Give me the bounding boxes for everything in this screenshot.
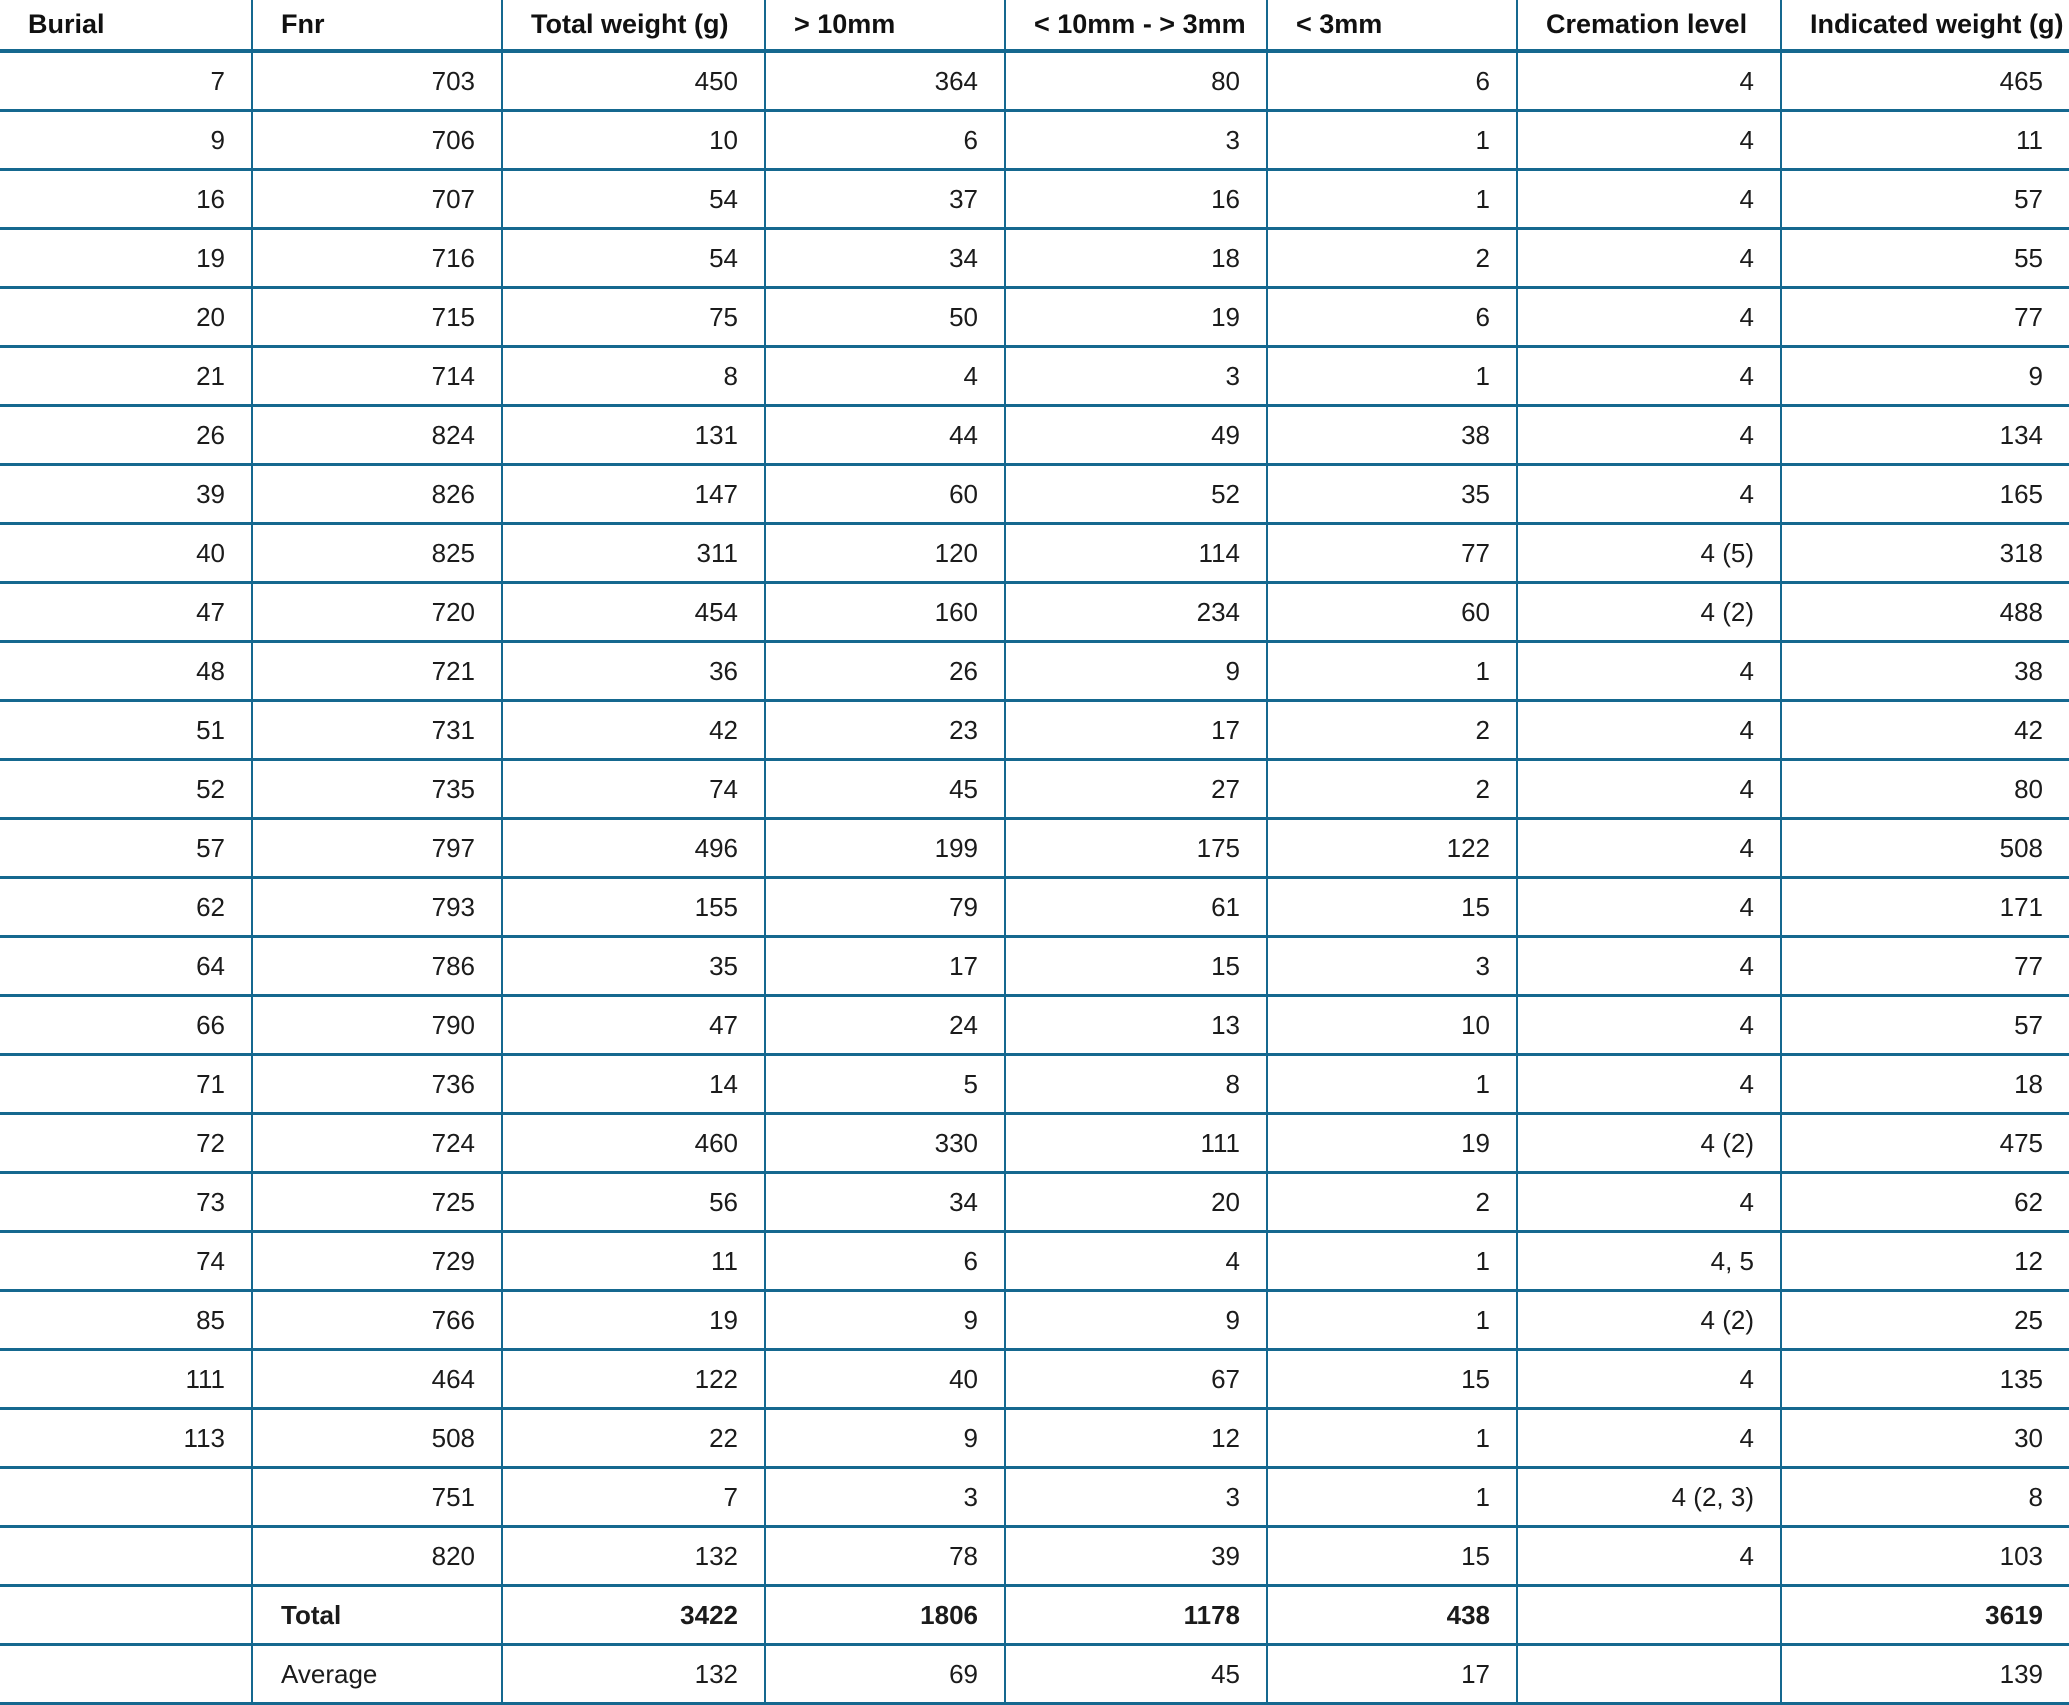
cell-3mm: 1 [1267, 1232, 1517, 1291]
cell-10mm-3mm: 39 [1005, 1527, 1267, 1586]
cell-10mm: 60 [765, 465, 1005, 524]
cell-3mm: 1 [1267, 1055, 1517, 1114]
cell-indicated-weight-g: 488 [1781, 583, 2069, 642]
cell-10mm-3mm: 52 [1005, 465, 1267, 524]
cell-10mm: 34 [765, 229, 1005, 288]
cell-cremation-level: 4 [1517, 347, 1781, 406]
cell-indicated-weight-g: 135 [1781, 1350, 2069, 1409]
cell-3mm: 2 [1267, 701, 1517, 760]
cell-3mm: 77 [1267, 524, 1517, 583]
cell-cremation-level: 4 (2, 3) [1517, 1468, 1781, 1527]
cell-burial: 26 [0, 406, 252, 465]
cell-fnr: Average [252, 1645, 502, 1704]
cell-total-weight-g: 47 [502, 996, 765, 1055]
cell-cremation-level: 4 [1517, 819, 1781, 878]
cell-total-weight-g: 496 [502, 819, 765, 878]
cell-burial: 66 [0, 996, 252, 1055]
cell-10mm: 23 [765, 701, 1005, 760]
cell-total-weight-g: 132 [502, 1645, 765, 1704]
cell-indicated-weight-g: 18 [1781, 1055, 2069, 1114]
cell-3mm: 2 [1267, 760, 1517, 819]
cell-10mm: 120 [765, 524, 1005, 583]
table-row [0, 288, 2069, 347]
cell-10mm-3mm: 9 [1005, 642, 1267, 701]
cell-indicated-weight-g: 11 [1781, 111, 2069, 170]
cell-burial: 39 [0, 465, 252, 524]
cell-3mm: 35 [1267, 465, 1517, 524]
table-row [0, 937, 2069, 996]
cell-10mm-3mm: 80 [1005, 51, 1267, 111]
cell-10mm-3mm: 13 [1005, 996, 1267, 1055]
cell-3mm: 1 [1267, 1409, 1517, 1468]
cell-10mm: 45 [765, 760, 1005, 819]
cell-indicated-weight-g: 77 [1781, 937, 2069, 996]
table-row [0, 819, 2069, 878]
cell-fnr: 824 [252, 406, 502, 465]
cell-10mm-3mm: 234 [1005, 583, 1267, 642]
cell-fnr: 720 [252, 583, 502, 642]
cell-indicated-weight-g: 171 [1781, 878, 2069, 937]
cell-total-weight-g: 454 [502, 583, 765, 642]
cell-10mm: 9 [765, 1409, 1005, 1468]
cell-burial: 19 [0, 229, 252, 288]
header-row [0, 0, 2069, 51]
cell-cremation-level: 4 (5) [1517, 524, 1781, 583]
cell-total-weight-g: 22 [502, 1409, 765, 1468]
cell-cremation-level: 4, 5 [1517, 1232, 1781, 1291]
cell-burial: 113 [0, 1409, 252, 1468]
cell-3mm: 1 [1267, 1468, 1517, 1527]
cell-cremation-level: 4 [1517, 1055, 1781, 1114]
cell-total-weight-g: 132 [502, 1527, 765, 1586]
cell-burial [0, 1586, 252, 1645]
cell-10mm-3mm: 15 [1005, 937, 1267, 996]
cell-10mm-3mm: 19 [1005, 288, 1267, 347]
cell-fnr: 464 [252, 1350, 502, 1409]
table-row [0, 1409, 2069, 1468]
cell-burial: 64 [0, 937, 252, 996]
cell-burial: 20 [0, 288, 252, 347]
cell-indicated-weight-g: 42 [1781, 701, 2069, 760]
cell-10mm: 1806 [765, 1586, 1005, 1645]
cell-10mm: 3 [765, 1468, 1005, 1527]
cell-total-weight-g: 14 [502, 1055, 765, 1114]
column-header-10mm: > 10mm [765, 0, 1005, 51]
cell-total-weight-g: 3422 [502, 1586, 765, 1645]
average-row [0, 1645, 2069, 1704]
cell-cremation-level: 4 [1517, 642, 1781, 701]
cell-fnr: 825 [252, 524, 502, 583]
table-row [0, 996, 2069, 1055]
cell-cremation-level: 4 [1517, 937, 1781, 996]
cell-burial: 85 [0, 1291, 252, 1350]
column-header-3mm: < 3mm [1267, 0, 1517, 51]
cell-10mm: 5 [765, 1055, 1005, 1114]
cell-3mm: 17 [1267, 1645, 1517, 1704]
cell-10mm: 40 [765, 1350, 1005, 1409]
cell-indicated-weight-g: 3619 [1781, 1586, 2069, 1645]
cell-10mm-3mm: 114 [1005, 524, 1267, 583]
table-row [0, 1291, 2069, 1350]
column-header-burial: Burial [0, 0, 252, 51]
column-header-total-weight-g: Total weight (g) [502, 0, 765, 51]
cell-indicated-weight-g: 134 [1781, 406, 2069, 465]
cell-cremation-level: 4 [1517, 1173, 1781, 1232]
cell-10mm: 79 [765, 878, 1005, 937]
cell-10mm-3mm: 61 [1005, 878, 1267, 937]
cell-burial [0, 1468, 252, 1527]
cell-fnr: 706 [252, 111, 502, 170]
cell-total-weight-g: 75 [502, 288, 765, 347]
cell-10mm-3mm: 17 [1005, 701, 1267, 760]
cell-fnr: 721 [252, 642, 502, 701]
cell-fnr: 724 [252, 1114, 502, 1173]
cell-burial [0, 1527, 252, 1586]
cell-indicated-weight-g: 139 [1781, 1645, 2069, 1704]
table-row [0, 465, 2069, 524]
cell-cremation-level: 4 [1517, 1409, 1781, 1468]
cell-3mm: 2 [1267, 229, 1517, 288]
cell-total-weight-g: 8 [502, 347, 765, 406]
table-body [0, 51, 2069, 1704]
table-row [0, 524, 2069, 583]
cell-10mm-3mm: 45 [1005, 1645, 1267, 1704]
cell-indicated-weight-g: 12 [1781, 1232, 2069, 1291]
cell-cremation-level: 4 [1517, 1527, 1781, 1586]
cell-burial: 57 [0, 819, 252, 878]
cell-indicated-weight-g: 57 [1781, 170, 2069, 229]
cell-fnr: 508 [252, 1409, 502, 1468]
cell-10mm-3mm: 8 [1005, 1055, 1267, 1114]
cell-burial: 72 [0, 1114, 252, 1173]
table-row [0, 229, 2069, 288]
cell-10mm-3mm: 3 [1005, 347, 1267, 406]
cell-fnr: 751 [252, 1468, 502, 1527]
cell-burial: 47 [0, 583, 252, 642]
table-row [0, 1527, 2069, 1586]
table-row [0, 406, 2069, 465]
cell-fnr: 703 [252, 51, 502, 111]
cell-3mm: 3 [1267, 937, 1517, 996]
cell-fnr: 707 [252, 170, 502, 229]
table-row [0, 1232, 2069, 1291]
cell-cremation-level: 4 [1517, 701, 1781, 760]
table-row [0, 111, 2069, 170]
cell-10mm: 26 [765, 642, 1005, 701]
cell-fnr: 797 [252, 819, 502, 878]
cell-total-weight-g: 7 [502, 1468, 765, 1527]
cell-indicated-weight-g: 508 [1781, 819, 2069, 878]
table-row [0, 1055, 2069, 1114]
cell-indicated-weight-g: 77 [1781, 288, 2069, 347]
cell-3mm: 6 [1267, 51, 1517, 111]
cell-total-weight-g: 74 [502, 760, 765, 819]
cell-10mm-3mm: 27 [1005, 760, 1267, 819]
cell-10mm-3mm: 3 [1005, 111, 1267, 170]
table-row [0, 347, 2069, 406]
cell-cremation-level [1517, 1645, 1781, 1704]
cell-3mm: 1 [1267, 170, 1517, 229]
cell-total-weight-g: 54 [502, 170, 765, 229]
cell-cremation-level: 4 (2) [1517, 583, 1781, 642]
cell-3mm: 1 [1267, 1291, 1517, 1350]
cell-cremation-level: 4 (2) [1517, 1291, 1781, 1350]
cell-10mm-3mm: 67 [1005, 1350, 1267, 1409]
cell-cremation-level: 4 [1517, 51, 1781, 111]
cell-burial: 21 [0, 347, 252, 406]
cell-burial: 51 [0, 701, 252, 760]
cell-3mm: 15 [1267, 1527, 1517, 1586]
cell-cremation-level: 4 [1517, 111, 1781, 170]
cell-burial: 52 [0, 760, 252, 819]
cell-3mm: 15 [1267, 1350, 1517, 1409]
table-row [0, 583, 2069, 642]
table-row [0, 1350, 2069, 1409]
cell-total-weight-g: 36 [502, 642, 765, 701]
cell-10mm: 160 [765, 583, 1005, 642]
cell-fnr: 715 [252, 288, 502, 347]
column-header-fnr: Fnr [252, 0, 502, 51]
cell-burial: 48 [0, 642, 252, 701]
cell-3mm: 2 [1267, 1173, 1517, 1232]
cell-10mm-3mm: 16 [1005, 170, 1267, 229]
cell-10mm: 4 [765, 347, 1005, 406]
table-row [0, 642, 2069, 701]
cell-indicated-weight-g: 475 [1781, 1114, 2069, 1173]
cell-burial: 40 [0, 524, 252, 583]
table-row [0, 1114, 2069, 1173]
cell-fnr: 731 [252, 701, 502, 760]
cell-total-weight-g: 56 [502, 1173, 765, 1232]
table-row [0, 878, 2069, 937]
cell-10mm: 50 [765, 288, 1005, 347]
cell-burial: 111 [0, 1350, 252, 1409]
cell-total-weight-g: 311 [502, 524, 765, 583]
total-row [0, 1586, 2069, 1645]
cell-10mm: 44 [765, 406, 1005, 465]
cell-10mm: 78 [765, 1527, 1005, 1586]
table-header [0, 0, 2069, 51]
table-row [0, 1468, 2069, 1527]
table-row [0, 1173, 2069, 1232]
column-header-cremation-level: Cremation level [1517, 0, 1781, 51]
cell-indicated-weight-g: 465 [1781, 51, 2069, 111]
cell-3mm: 6 [1267, 288, 1517, 347]
table-row [0, 51, 2069, 111]
cell-fnr: 786 [252, 937, 502, 996]
cell-fnr: 729 [252, 1232, 502, 1291]
cell-10mm: 9 [765, 1291, 1005, 1350]
cell-fnr: 735 [252, 760, 502, 819]
cell-total-weight-g: 450 [502, 51, 765, 111]
cell-3mm: 438 [1267, 1586, 1517, 1645]
cell-cremation-level: 4 [1517, 760, 1781, 819]
cell-total-weight-g: 131 [502, 406, 765, 465]
cell-indicated-weight-g: 62 [1781, 1173, 2069, 1232]
cell-indicated-weight-g: 318 [1781, 524, 2069, 583]
cell-cremation-level: 4 [1517, 1350, 1781, 1409]
cell-cremation-level [1517, 1586, 1781, 1645]
cell-3mm: 1 [1267, 642, 1517, 701]
cell-fnr: 790 [252, 996, 502, 1055]
cell-burial: 62 [0, 878, 252, 937]
cell-10mm-3mm: 1178 [1005, 1586, 1267, 1645]
cell-indicated-weight-g: 8 [1781, 1468, 2069, 1527]
cell-total-weight-g: 460 [502, 1114, 765, 1173]
cell-3mm: 10 [1267, 996, 1517, 1055]
cell-total-weight-g: 122 [502, 1350, 765, 1409]
cell-cremation-level: 4 [1517, 465, 1781, 524]
cell-fnr: 725 [252, 1173, 502, 1232]
cell-fnr: 766 [252, 1291, 502, 1350]
cell-burial: 74 [0, 1232, 252, 1291]
cell-10mm-3mm: 18 [1005, 229, 1267, 288]
cell-10mm: 6 [765, 1232, 1005, 1291]
cell-3mm: 38 [1267, 406, 1517, 465]
cell-indicated-weight-g: 57 [1781, 996, 2069, 1055]
cell-cremation-level: 4 [1517, 170, 1781, 229]
table-row [0, 170, 2069, 229]
cell-cremation-level: 4 [1517, 996, 1781, 1055]
cell-total-weight-g: 155 [502, 878, 765, 937]
cell-fnr: 793 [252, 878, 502, 937]
cell-fnr: Total [252, 1586, 502, 1645]
cell-3mm: 15 [1267, 878, 1517, 937]
cell-indicated-weight-g: 80 [1781, 760, 2069, 819]
cell-cremation-level: 4 [1517, 878, 1781, 937]
cell-10mm: 6 [765, 111, 1005, 170]
cell-total-weight-g: 10 [502, 111, 765, 170]
cell-10mm-3mm: 175 [1005, 819, 1267, 878]
cell-burial [0, 1645, 252, 1704]
cell-10mm: 364 [765, 51, 1005, 111]
cell-burial: 71 [0, 1055, 252, 1114]
cell-indicated-weight-g: 9 [1781, 347, 2069, 406]
column-header-10mm-3mm: < 10mm - > 3mm [1005, 0, 1267, 51]
cell-10mm: 17 [765, 937, 1005, 996]
cell-burial: 9 [0, 111, 252, 170]
cell-10mm-3mm: 3 [1005, 1468, 1267, 1527]
cell-cremation-level: 4 [1517, 406, 1781, 465]
cell-cremation-level: 4 [1517, 288, 1781, 347]
cell-indicated-weight-g: 165 [1781, 465, 2069, 524]
cell-total-weight-g: 42 [502, 701, 765, 760]
cell-fnr: 826 [252, 465, 502, 524]
cell-indicated-weight-g: 55 [1781, 229, 2069, 288]
column-header-indicated-weight-g: Indicated weight (g) [1781, 0, 2069, 51]
cell-10mm-3mm: 12 [1005, 1409, 1267, 1468]
cell-total-weight-g: 35 [502, 937, 765, 996]
cell-10mm-3mm: 4 [1005, 1232, 1267, 1291]
cell-fnr: 714 [252, 347, 502, 406]
cell-fnr: 716 [252, 229, 502, 288]
cell-total-weight-g: 11 [502, 1232, 765, 1291]
cell-3mm: 60 [1267, 583, 1517, 642]
cell-3mm: 1 [1267, 111, 1517, 170]
cell-cremation-level: 4 [1517, 229, 1781, 288]
cell-total-weight-g: 147 [502, 465, 765, 524]
cell-indicated-weight-g: 25 [1781, 1291, 2069, 1350]
table-row [0, 701, 2069, 760]
cell-indicated-weight-g: 30 [1781, 1409, 2069, 1468]
cell-burial: 16 [0, 170, 252, 229]
cell-10mm: 34 [765, 1173, 1005, 1232]
table-row [0, 760, 2069, 819]
cell-indicated-weight-g: 38 [1781, 642, 2069, 701]
cell-10mm: 24 [765, 996, 1005, 1055]
cell-3mm: 19 [1267, 1114, 1517, 1173]
cell-burial: 73 [0, 1173, 252, 1232]
cell-10mm-3mm: 111 [1005, 1114, 1267, 1173]
cell-10mm: 69 [765, 1645, 1005, 1704]
cell-10mm: 330 [765, 1114, 1005, 1173]
cell-cremation-level: 4 (2) [1517, 1114, 1781, 1173]
cell-10mm: 37 [765, 170, 1005, 229]
cell-total-weight-g: 19 [502, 1291, 765, 1350]
cell-burial: 7 [0, 51, 252, 111]
cell-total-weight-g: 54 [502, 229, 765, 288]
cell-10mm-3mm: 9 [1005, 1291, 1267, 1350]
cell-fnr: 736 [252, 1055, 502, 1114]
cell-3mm: 1 [1267, 347, 1517, 406]
cell-10mm-3mm: 20 [1005, 1173, 1267, 1232]
cell-3mm: 122 [1267, 819, 1517, 878]
cell-10mm-3mm: 49 [1005, 406, 1267, 465]
cell-indicated-weight-g: 103 [1781, 1527, 2069, 1586]
cell-10mm: 199 [765, 819, 1005, 878]
cell-fnr: 820 [252, 1527, 502, 1586]
